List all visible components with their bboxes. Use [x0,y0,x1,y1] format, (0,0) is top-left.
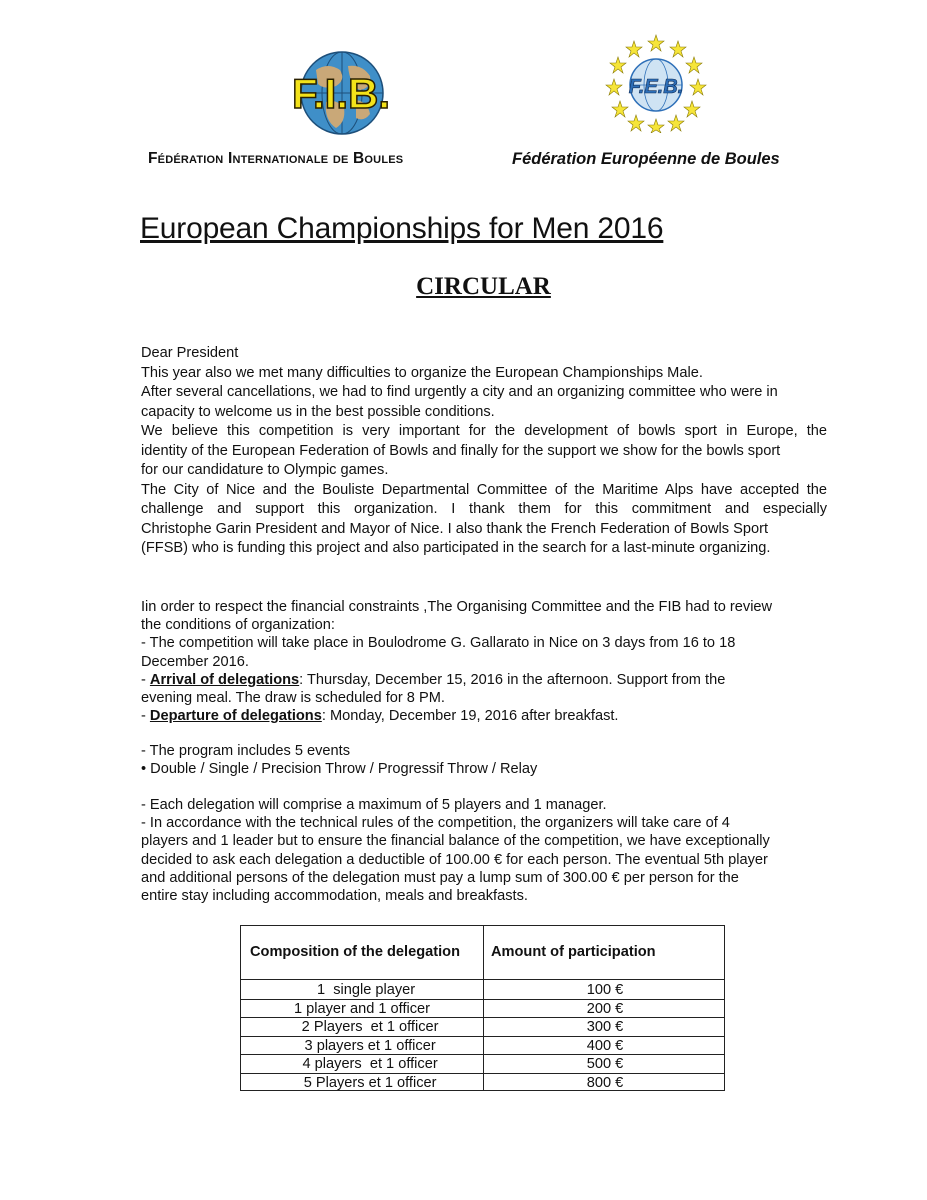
intro-line: Christophe Garin President and Mayor of Nice. I also thank the French Federation of Bowls Sport [141,520,769,537]
intro-line: for our candidature to Olympic games. [141,462,389,478]
table-row [241,981,724,1000]
amount-cell: 100 € [586,982,624,998]
fib-logo-text: F.I.B. [291,70,391,117]
conditions-line: - The competition will take place in Boulodrome G. Gallarato in Nice on 3 days from 16 to 18 [141,635,736,652]
amount-cell: 800 € [586,1075,624,1091]
composition-cell: 4 players et 1 officer [286,1056,438,1073]
amount-cell: 300 € [586,1019,624,1036]
participation-table [240,925,725,1091]
program-line: - The program includes 5 events [141,743,351,759]
arrival-line [141,671,827,689]
intro-line: This year also we met many difficulties to organize the European Championships Male. [141,364,703,381]
fib-globe-icon [256,50,426,136]
departure-text: : Monday, December 19, 2016 after breakfast. [321,708,619,725]
composition-cell: 1 player and 1 officer [293,1000,431,1017]
amount-cell: 200 € [586,1000,624,1017]
fib-organization-name: Fédération Internationale de Boules [148,150,404,167]
delegation-line: players and 1 leader but to ensure the financial balance of the competition, we have exceptionally [141,833,770,850]
intro-paragraph [141,344,827,559]
composition-cell: 5 Players et 1 officer [287,1075,437,1091]
feb-organization-name: Fédération Européenne de Boules [512,150,780,168]
circular-heading: CIRCULAR [416,273,551,300]
delegation-line: - In accordance with the technical rules of the competition, the organizers will take care of 4 [141,815,730,832]
program-paragraph [141,742,827,778]
departure-line [141,707,827,725]
intro-line: capacity to welcome us in the best possible conditions. [141,403,495,420]
intro-line: identity of the European Federation of Bowls and finally for the support we show for the bowls sport [141,442,781,459]
bullet-dash: - [141,671,150,688]
intro-line: (FFSB) who is funding this project and also participated in the search for a last-minute organizing. [141,540,771,556]
conditions-line: the conditions of organization: [141,617,335,634]
intro-line: We believe this competition is very important for the development of bowls sport in Europe, the [141,423,827,439]
arrival-text: : Thursday, December 15, 2016 in the afternoon. Support from the [299,671,726,688]
composition-cell: 3 players et 1 officer [288,1037,436,1054]
delegation-line: decided to ask each delegation a deductible of 100.00 € for each person. The eventual 5th player [141,851,768,868]
table-row [241,1055,724,1074]
conditions-line: Iin order to respect the financial constraints ,The Organising Committee and the FIB had to review [141,599,773,615]
delegation-line: - Each delegation will comprise a maximum of 5 players and 1 manager. [141,797,607,813]
intro-line: After several cancellations, we had to find urgently a city and an organizing committee who were in [141,384,778,400]
fib-logo [256,50,426,136]
departure-label: Departure of delegations [149,708,322,725]
composition-cell: 2 Players et 1 officer [285,1019,439,1036]
page-title: European Championships for Men 2016 [140,212,664,245]
table-row [241,1074,724,1093]
column-header-composition: Composition of the delegation [250,944,460,960]
amount-cell: 500 € [586,1056,624,1073]
delegation-line: and additional persons of the delegation must pay a lump sum of 300.00 € per person for the [141,869,739,886]
intro-line: challenge and support this organization. I thank them for this commitment and especially [141,501,827,517]
composition-cell: 1 single player [308,982,416,998]
bullet-dash: - [141,708,150,725]
feb-stars-globe-icon [604,33,708,133]
feb-logo-text: F.E.B. [628,76,684,98]
table-row [241,1037,724,1056]
conditions-paragraph [141,598,827,725]
salutation: Dear President [141,345,239,361]
arrival-label: Arrival of delegations [149,671,300,688]
intro-line: The City of Nice and the Bouliste Departmental Committee of the Maritime Alps have accepted the [141,481,827,498]
events-list: • Double / Single / Precision Throw / Progressif Throw / Relay [141,761,538,778]
delegation-line: entire stay including accommodation, meals and breakfasts. [141,888,528,905]
table-row [241,1018,724,1037]
arrival-line-2: evening meal. The draw is scheduled for 8 PM. [141,690,445,707]
delegation-paragraph [141,796,827,905]
column-header-amount: Amount of participation [491,944,656,960]
conditions-line: December 2016. [141,653,249,670]
feb-logo [604,33,708,133]
table-row [241,1000,724,1019]
amount-cell: 400 € [586,1037,624,1054]
